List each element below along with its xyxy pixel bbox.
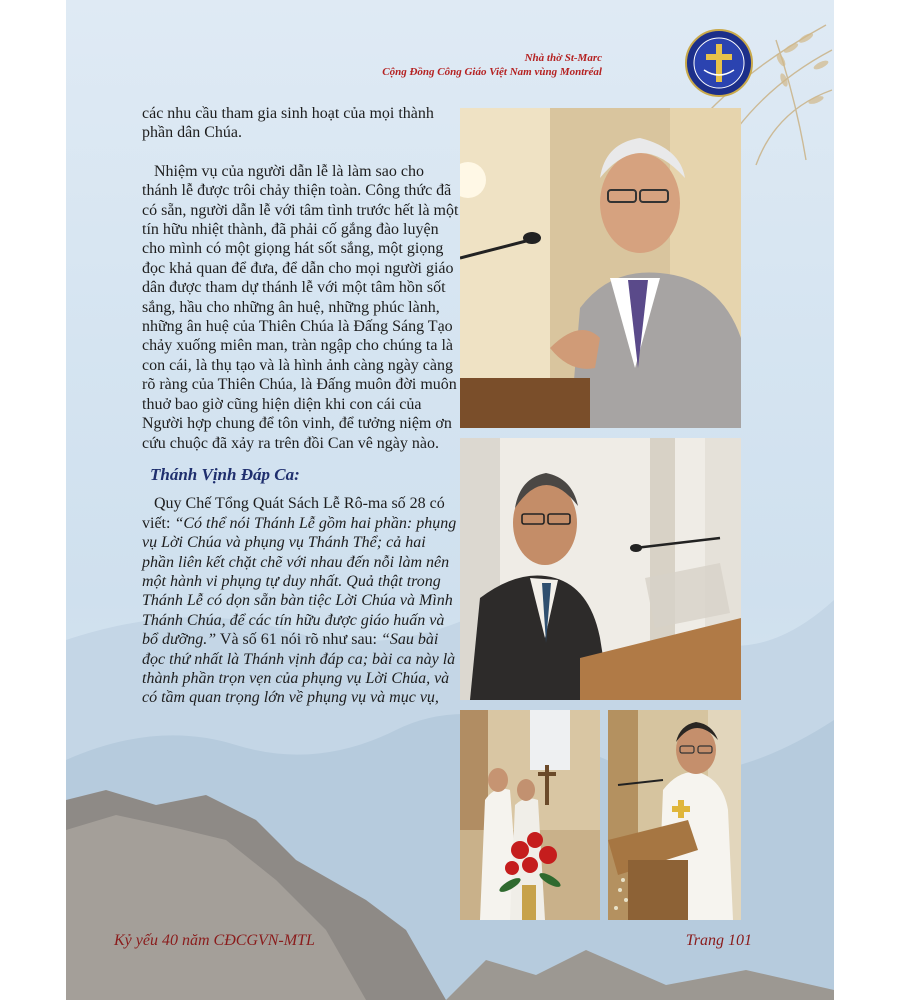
footer-yearbook-title: Kỷ yếu 40 năm CĐCGVN-MTL <box>114 932 315 949</box>
photo-priest-reading <box>608 710 741 920</box>
header-church-name: Nhà thờ St-Marc <box>524 52 602 64</box>
article-body <box>142 104 460 708</box>
paragraph-roman-missal <box>142 494 460 707</box>
header-community-name: Cộng Đồng Công Giáo Việt Nam vùng Montréal <box>382 66 602 78</box>
magazine-page <box>66 0 834 1000</box>
page-header <box>382 51 602 79</box>
section-title: Thánh Vịnh Đáp Ca: <box>150 464 300 484</box>
photo-altar-scene <box>460 710 600 920</box>
photo-speaker-elderly <box>460 108 741 428</box>
missal-quote-61: “Sau bài đọc thứ nhất là Thánh vịnh đáp ca; bài ca này là thành phần trọn vẹn của phụng vụ Lời Chúa, và có tầm quan trọng lớn về phụng vụ và mục vụ, <box>142 631 456 707</box>
footer-page-number: Trang 101 <box>685 932 752 949</box>
missal-quote: “Có thể nói Thánh Lễ gồm hai phần: phụng vụ Lời Chúa và phụng vụ Thánh Thể; cả hai phần liên kết chặt chẽ với nhau đến nỗi làm nên một hành vi phụng tự duy nhất. Quả thật trong Thánh Lễ có dọn sẵn bàn tiệc Lời Chúa và Mình Thánh Chúa, để các tín hữu được giáo huấn và bổ dưỡng.” <box>142 514 457 649</box>
missal-mid-text: Và số 61 nói rõ như sau: <box>216 631 381 649</box>
parish-logo-icon <box>684 28 754 98</box>
missal-lead-text: Quy Chế Tổng Quát Sách Lễ Rô-ma số 28 có viết: <box>142 495 445 532</box>
photo-speaker-lectern <box>460 438 741 700</box>
paragraph-continuation: các nhu cầu tham gia sinh hoạt của mọi thành phần dân Chúa. <box>142 105 434 142</box>
paragraph-mc-duty: Nhiệm vụ của người dẫn lễ là làm sao cho thánh lễ được trôi chảy thiện toàn. Công thức đã có sẵn, người dẫn lễ với tâm tình trước hết là một tín hữu nhiệt thành, đã phải cố gắng đào luyện cho mình có một giọng hát sốt sắng, một giọng đọc khả quan để đưa, để dẫn cho mọi người giáo dân được tham dự thánh lễ với một tâm hồn sốt sắng, hầu cho những ân huệ, những phúc lành, những ân huệ của Thiên Chúa là Đấng Sáng Tạo chảy xuống miên man, tràn ngập cho chúng ta là con cái, là thụ tạo và là hình ảnh càng ngày càng rõ ràng của Thiên Chúa, là Đấng muôn đời muôn thuở bao giờ cũng hiện diện khi con cái của Người hợp chung để tôn vinh, để tưởng niệm ơn cứu chuộc đã xảy ra trên đồi Can vê ngày nào. <box>142 162 459 452</box>
